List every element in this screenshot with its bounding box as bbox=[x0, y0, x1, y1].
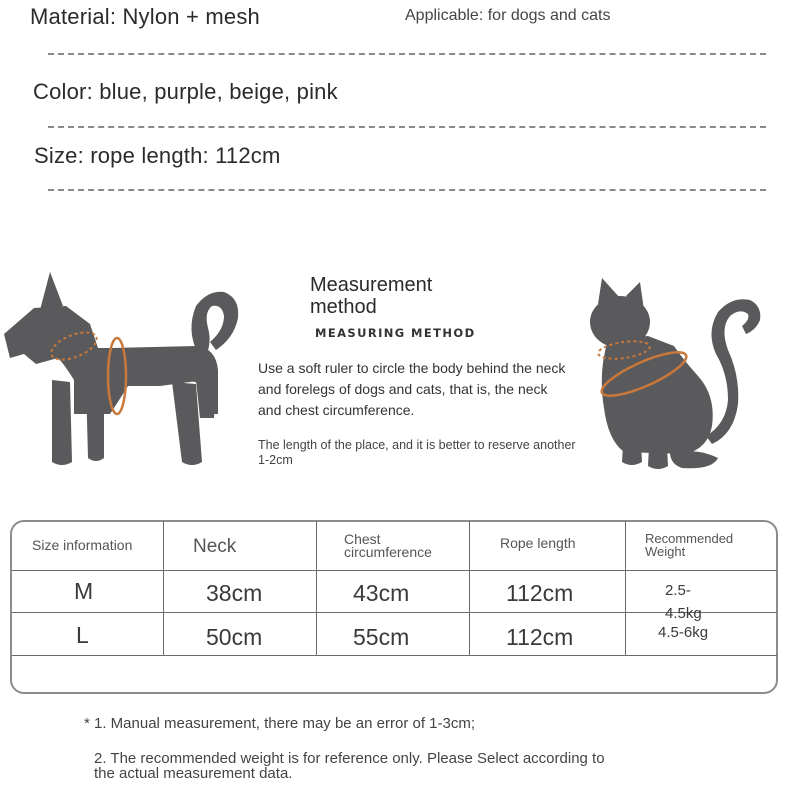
cell-neck: 38cm bbox=[206, 580, 263, 606]
divider bbox=[48, 126, 766, 128]
divider bbox=[48, 189, 766, 191]
cell-chest: 43cm bbox=[353, 580, 410, 606]
header-neck: Neck bbox=[193, 536, 237, 557]
table-divider bbox=[469, 521, 470, 655]
measurement-title-line: method bbox=[310, 296, 377, 318]
table-divider bbox=[316, 521, 317, 655]
color-text: Color: blue, purple, beige, pink bbox=[33, 79, 338, 104]
cell-rope: 112cm bbox=[506, 580, 574, 606]
measurement-title-line: Measurement bbox=[310, 274, 433, 296]
footnote-2 bbox=[94, 751, 734, 781]
table-divider bbox=[12, 612, 777, 613]
cell-neck: 50cm bbox=[206, 624, 263, 650]
footnote-2-line: the actual measurement data. bbox=[94, 765, 293, 782]
measurement-description: Use a soft ruler to circle the body behind the neck and forelegs of dogs and cats, that is, the neck and chest circumference. bbox=[258, 360, 566, 418]
cell-chest: 55cm bbox=[353, 624, 410, 650]
table-divider bbox=[12, 570, 777, 571]
measurement-note: The length of the place, and it is better to reserve another 1-2cm bbox=[258, 438, 576, 467]
cell-size: L bbox=[76, 622, 89, 648]
cell-weight-line: 4.5kg bbox=[665, 605, 702, 622]
header-size: Size information bbox=[32, 537, 133, 553]
header-chest-line: Chest bbox=[344, 531, 381, 547]
divider bbox=[48, 53, 766, 55]
measurement-subtitle: MEASURING METHOD bbox=[315, 326, 476, 340]
header-weight-line: Recommended bbox=[645, 531, 734, 546]
header-rope: Rope length bbox=[500, 535, 576, 551]
header-weight bbox=[645, 532, 733, 558]
footnote-2-line: 2. The recommended weight is for reference only. Please Select according to bbox=[94, 750, 605, 767]
header-weight-line: Weight bbox=[645, 544, 686, 559]
material-text: Material: Nylon + mesh bbox=[30, 4, 260, 29]
table-divider bbox=[163, 521, 164, 655]
table-divider bbox=[12, 655, 777, 656]
cat-silhouette-icon bbox=[578, 276, 778, 476]
footnote-1: * 1. Manual measurement, there may be an error of 1-3cm; bbox=[84, 715, 476, 732]
size-text: Size: rope length: 112cm bbox=[34, 143, 281, 168]
table-divider bbox=[625, 521, 626, 655]
header-chest bbox=[344, 533, 432, 559]
measurement-title bbox=[310, 274, 432, 318]
cell-rope: 112cm bbox=[506, 624, 574, 650]
header-chest-line: circumference bbox=[344, 544, 432, 560]
cell-weight-line: 2.5- bbox=[665, 582, 691, 599]
cell-size: M bbox=[74, 578, 94, 604]
applicable-text: Applicable: for dogs and cats bbox=[405, 7, 611, 24]
dog-silhouette-icon bbox=[0, 262, 250, 472]
cell-weight: 4.5-6kg bbox=[658, 624, 709, 641]
cell-weight bbox=[665, 579, 702, 625]
